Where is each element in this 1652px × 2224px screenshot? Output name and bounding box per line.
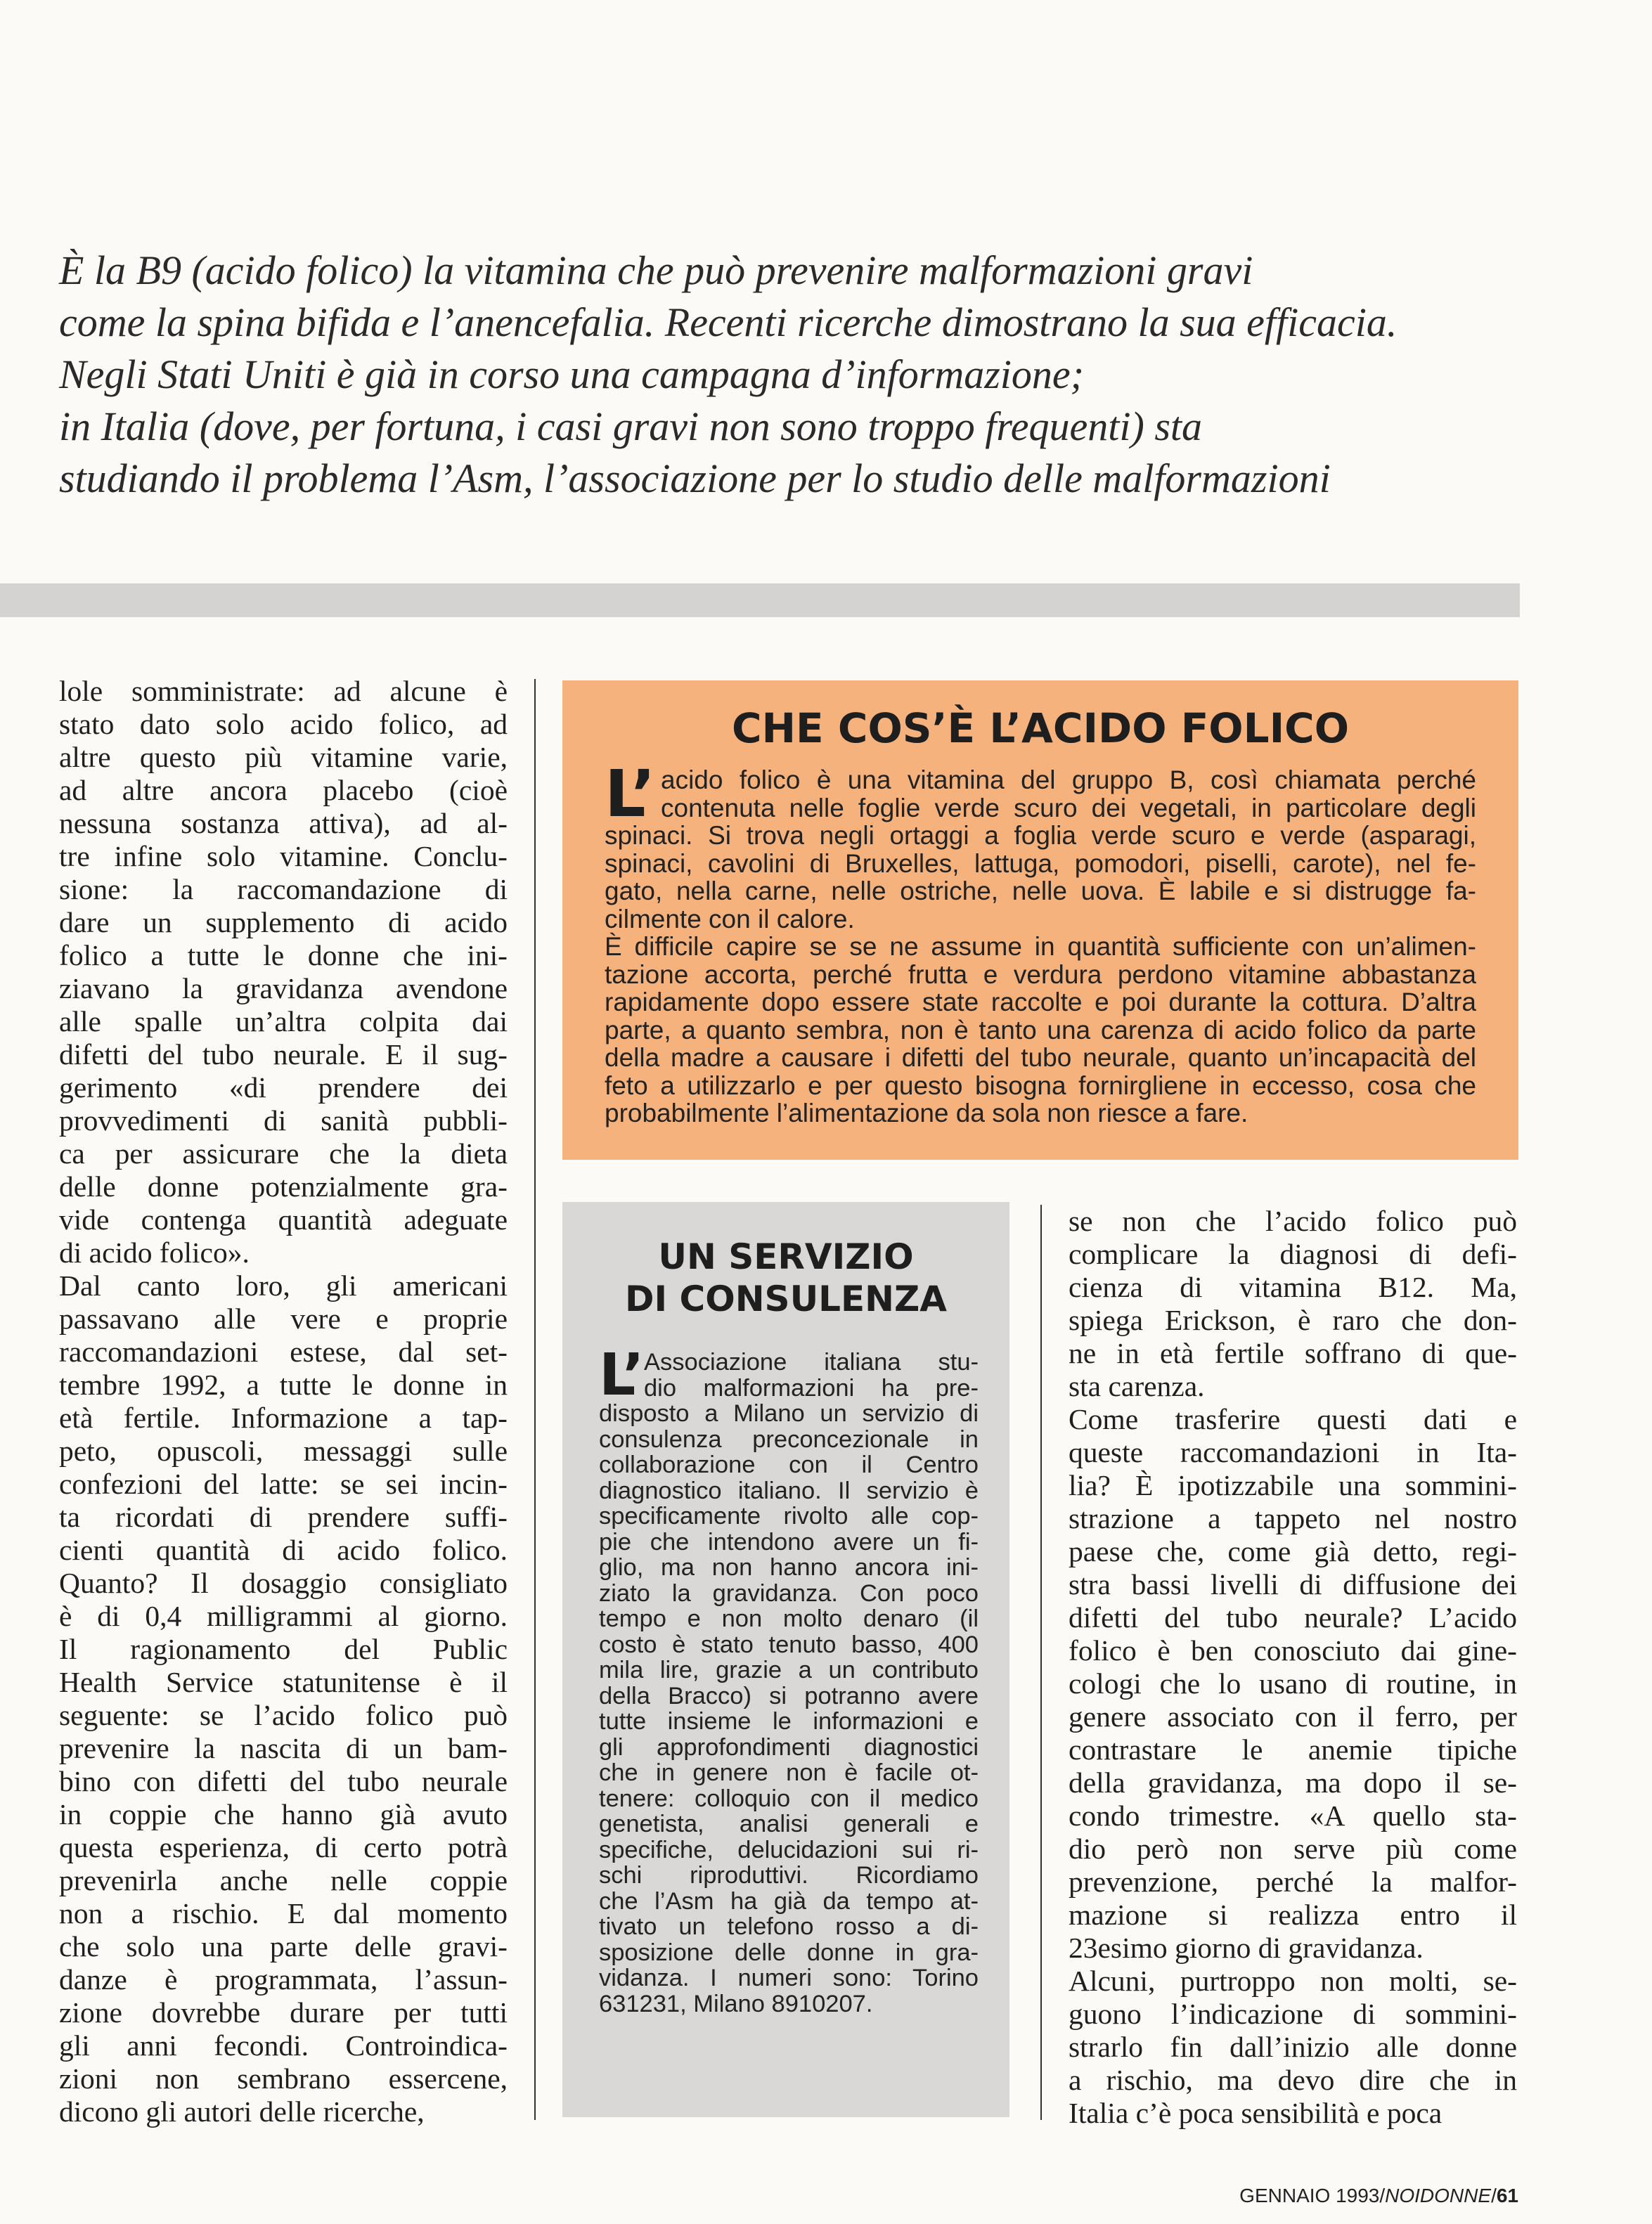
box-body-text bbox=[605, 766, 1476, 1127]
text-line: folico a tutte le donne che ini- bbox=[59, 939, 508, 971]
intro-line: in Italia (dove, per fortuna, i casi gravi non sono troppo frequenti) sta bbox=[59, 403, 1203, 449]
text-line: età fertile. Informazione a tap- bbox=[59, 1402, 508, 1434]
text-line: Come trasferire questi dati e bbox=[1069, 1403, 1517, 1435]
text-line: Alcuni, purtroppo non molti, se- bbox=[1069, 1965, 1517, 1997]
box-body-text bbox=[599, 1350, 979, 2017]
text-line: Associazione italiana stu- bbox=[644, 1349, 979, 1376]
footer-sep: / bbox=[1491, 2185, 1497, 2206]
text-line: queste raccomandazioni in Ita- bbox=[1069, 1436, 1517, 1468]
text-line: pie che intendono avere un fi- bbox=[599, 1528, 979, 1556]
text-line: a rischio, ma devo dire che in bbox=[1069, 2064, 1517, 2096]
text-line: parte, a quanto sembra, non è tanto una carenza di acido folico da parte bbox=[605, 1015, 1476, 1045]
text-line: tazione accorta, perché frutta e verdura perdono vitamine abbastanza bbox=[605, 959, 1476, 989]
text-line: feto a utilizzarlo e per questo bisogna fornirgliene in eccesso, cosa che bbox=[605, 1071, 1476, 1100]
text-line: Italia c’è poca sensibilità e poca bbox=[1069, 2097, 1443, 2129]
box-title: CHE COS’È L’ACIDO FOLICO bbox=[731, 704, 1350, 752]
text-line: che in genere non è facile ot- bbox=[599, 1759, 979, 1786]
text-line: alle spalle un’altra colpita dai bbox=[59, 1005, 508, 1037]
text-line: disposto a Milano un servizio di bbox=[599, 1400, 979, 1427]
text-line: paese che, come già detto, regi- bbox=[1069, 1535, 1517, 1567]
text-line: mila lire, grazie a un contributo bbox=[599, 1657, 979, 1683]
text-line: se non che l’acido folico può bbox=[1069, 1205, 1517, 1237]
intro-line: È la B9 (acido folico) la vitamina che può prevenire malformazioni gravi bbox=[59, 247, 1253, 293]
text-line: gerimento «di prendere dei bbox=[59, 1071, 508, 1104]
text-line: lia? È ipotizzabile una sommini- bbox=[1069, 1469, 1517, 1501]
box-title bbox=[562, 1236, 1009, 1320]
text-line: seguente: se l’acido folico può bbox=[59, 1699, 508, 1731]
text-line: altre questo più vitamine varie, bbox=[59, 741, 508, 773]
text-line: mazione si realizza entro il bbox=[1069, 1899, 1517, 1931]
text-line: sione: la raccomandazione di bbox=[59, 873, 508, 905]
text-line: stra bassi livelli di diffusione dei bbox=[1069, 1568, 1517, 1601]
page-footer bbox=[1239, 2185, 1518, 2207]
text-line: è di 0,4 milligrammi al giorno. bbox=[59, 1600, 508, 1632]
text-line: zioni non sembrano essercene, bbox=[59, 2062, 508, 2095]
text-line: tempo e non molto denaro (il bbox=[599, 1605, 979, 1632]
text-line: non a rischio. E dal momento bbox=[59, 1897, 508, 1929]
text-line: confezioni del latte: se sei incin- bbox=[59, 1468, 508, 1500]
text-line: difetti del tubo neurale? L’acido bbox=[1069, 1601, 1517, 1634]
text-line: ziavano la gravidanza avendone bbox=[59, 972, 508, 1004]
divider-band bbox=[0, 583, 1520, 617]
sidebar-box-acido-folico bbox=[562, 680, 1518, 1160]
text-line: prevenirla anche nelle coppie bbox=[59, 1864, 508, 1896]
text-line: ziato la gravidanza. Con poco bbox=[599, 1579, 979, 1607]
text-line: che l’Asm ha già da tempo at- bbox=[599, 1887, 979, 1915]
text-line: costo è stato tenuto basso, 400 bbox=[599, 1631, 979, 1658]
text-line: gato, nella carne, nelle ostriche, nelle uova. È labile e si distrugge fa- bbox=[605, 877, 1476, 905]
column-divider bbox=[534, 679, 536, 2120]
box-title-line: UN SERVIZIO bbox=[658, 1236, 914, 1277]
text-line: spiega Erickson, è raro che don- bbox=[1069, 1304, 1517, 1336]
text-line: bino con difetti del tubo neurale bbox=[59, 1765, 508, 1797]
text-line: strazione a tappeto nel nostro bbox=[1069, 1502, 1517, 1534]
text-line: cienti quantità di acido folico. bbox=[59, 1534, 508, 1566]
text-line: specificamente rivolto alle cop- bbox=[599, 1503, 979, 1530]
intro-line: studiando il problema l’Asm, l’associazione per lo studio delle malformazioni bbox=[59, 455, 1331, 501]
text-line: danze è programmata, l’assun- bbox=[59, 1963, 508, 1996]
intro-line: come la spina bifida e l’anencefalia. Recenti ricerche dimostrano la sua efficacia. bbox=[59, 299, 1398, 345]
text-line: della Bracco) si potranno avere bbox=[599, 1682, 979, 1709]
text-line: spinaci. Si trova negli ortaggi a foglia verde scuro e verde (asparagi, bbox=[605, 821, 1476, 850]
text-line: tutte insieme le informazioni e bbox=[599, 1708, 979, 1735]
text-line: vide contenga quantità adeguate bbox=[59, 1203, 508, 1236]
text-line: in coppie che hanno già avuto bbox=[59, 1798, 508, 1830]
text-line: gli approfondimenti diagnostici bbox=[599, 1733, 979, 1761]
text-line: 23esimo giorno di gravidanza. bbox=[1069, 1932, 1424, 1964]
text-line: provvedimenti di sanità pubbli- bbox=[59, 1104, 508, 1137]
text-line: acido folico è una vitamina del gruppo B, così chiamata perché bbox=[661, 765, 1476, 794]
text-line: delle donne potenzialmente gra- bbox=[59, 1170, 508, 1203]
text-line: dio però non serve più come bbox=[1069, 1832, 1517, 1865]
text-line: condo trimestre. «A quello sta- bbox=[1069, 1799, 1517, 1832]
text-line: genetista, analisi generali e bbox=[599, 1811, 979, 1837]
text-line: tre infine solo vitamine. Conclu- bbox=[59, 840, 508, 872]
text-line: Il ragionamento del Public bbox=[59, 1633, 508, 1665]
text-line: della gravidanza, ma dopo il se- bbox=[1069, 1766, 1517, 1799]
text-line: sta carenza. bbox=[1069, 1370, 1205, 1402]
text-line: Quanto? Il dosaggio consigliato bbox=[59, 1567, 508, 1599]
text-line: consulenza preconcezionale in bbox=[599, 1425, 979, 1453]
text-line: probabilmente l’alimentazione da sola non riesce a fare. bbox=[605, 1099, 1248, 1127]
column-3-text bbox=[1069, 1205, 1517, 2130]
text-line: che solo una parte delle gravi- bbox=[59, 1930, 508, 1963]
text-line: dare un supplemento di acido bbox=[59, 906, 508, 938]
text-line: gli anni fecondi. Controindica- bbox=[59, 2029, 508, 2062]
text-line: schi riproduttivi. Ricordiamo bbox=[599, 1862, 979, 1889]
text-line: peto, opuscoli, messaggi sulle bbox=[59, 1435, 508, 1467]
intro-line: Negli Stati Uniti è già in corso una campagna d’informazione; bbox=[59, 351, 1084, 397]
text-line: zione dovrebbe durare per tutti bbox=[59, 1996, 508, 2029]
text-line: prevenzione, perché la malfor- bbox=[1069, 1866, 1517, 1898]
text-line: cienza di vitamina B12. Ma, bbox=[1069, 1271, 1517, 1303]
text-line: contrastare le anemie tipiche bbox=[1069, 1733, 1517, 1766]
text-line: complicare la diagnosi di defi- bbox=[1069, 1238, 1517, 1270]
text-line: cilmente con il calore. bbox=[605, 904, 855, 933]
footer-date: GENNAIO 1993/ bbox=[1239, 2185, 1386, 2206]
text-line: della madre a causare i difetti del tubo neurale, quanto un’incapacità del bbox=[605, 1043, 1476, 1072]
text-line: specifiche, delucidazioni sui ri- bbox=[599, 1836, 979, 1863]
text-line: guono l’indicazione di sommini- bbox=[1069, 1998, 1517, 2030]
box-title-line: DI CONSULENZA bbox=[625, 1279, 947, 1319]
text-line: È difficile capire se se ne assume in quantità sufficiente con un’alimen- bbox=[605, 932, 1476, 961]
sidebar-box-servizio-consulenza bbox=[562, 1202, 1009, 2117]
text-line: dio malformazioni ha pre- bbox=[644, 1374, 979, 1402]
text-line: spinaci, cavolini di Bruxelles, lattuga, pomodori, piselli, carote), nel fe- bbox=[605, 848, 1476, 878]
footer-magazine: NOIDONNE bbox=[1385, 2185, 1492, 2206]
text-line: sposizione delle donne in gra- bbox=[599, 1939, 979, 1966]
text-line: glio, ma non hanno ancora ini- bbox=[599, 1554, 979, 1581]
text-line: lole somministrate: ad alcune è bbox=[59, 675, 508, 707]
text-line: ne in età fertile soffrano di que- bbox=[1069, 1337, 1517, 1369]
drop-cap: L’ bbox=[599, 1342, 645, 1409]
intro-paragraph bbox=[59, 245, 1507, 505]
text-line: vidanza. I numeri sono: Torino bbox=[599, 1965, 979, 1991]
column-divider bbox=[1040, 1205, 1042, 2120]
text-line: stato dato solo acido folico, ad bbox=[59, 708, 508, 740]
text-line: di acido folico». bbox=[59, 1236, 250, 1269]
text-line: rapidamente dopo essere state raccolte e poi durante la cottura. D’altra bbox=[605, 988, 1476, 1016]
text-line: tivato un telefono rosso a di- bbox=[599, 1913, 979, 1940]
text-line: dicono gli autori delle ricerche, bbox=[59, 2095, 425, 2128]
text-line: difetti del tubo neurale. E il sug- bbox=[59, 1038, 508, 1071]
footer-page-number: 61 bbox=[1496, 2185, 1518, 2206]
text-line: ca per assicurare che la dieta bbox=[59, 1137, 508, 1170]
text-line: diagnostico italiano. Il servizio è bbox=[599, 1477, 979, 1504]
text-line: tembre 1992, a tutte le donne in bbox=[59, 1369, 508, 1401]
text-line: tenere: colloquio con il medico bbox=[599, 1785, 979, 1812]
text-line: contenuta nelle foglie verde scuro dei vegetali, in particolare degli bbox=[661, 793, 1476, 822]
text-line: cologi che lo usano di routine, in bbox=[1069, 1667, 1517, 1700]
text-line: 631231, Milano 8910207. bbox=[599, 1990, 873, 2017]
text-line: strarlo fin dall’inizio alle donne bbox=[1069, 2031, 1517, 2063]
text-line: questa esperienza, di certo potrà bbox=[59, 1831, 508, 1863]
text-line: folico è ben conosciuto dai gine- bbox=[1069, 1634, 1517, 1667]
text-line: Dal canto loro, gli americani bbox=[59, 1269, 508, 1302]
text-line: genere associato con il ferro, per bbox=[1069, 1700, 1517, 1733]
text-line: ad altre ancora placebo (cioè bbox=[59, 774, 508, 806]
text-line: prevenire la nascita di un bam- bbox=[59, 1732, 508, 1764]
text-line: ta ricordati di prendere suffi- bbox=[59, 1501, 508, 1533]
text-line: nessuna sostanza attiva), ad al- bbox=[59, 807, 508, 839]
text-line: Health Service statunitense è il bbox=[59, 1666, 508, 1698]
column-1-text bbox=[59, 675, 508, 2128]
drop-cap: L’ bbox=[605, 756, 656, 832]
text-line: raccomandazioni estese, dal set- bbox=[59, 1336, 508, 1368]
text-line: collaborazione con il Centro bbox=[599, 1452, 979, 1478]
text-line: passavano alle vere e proprie bbox=[59, 1302, 508, 1335]
